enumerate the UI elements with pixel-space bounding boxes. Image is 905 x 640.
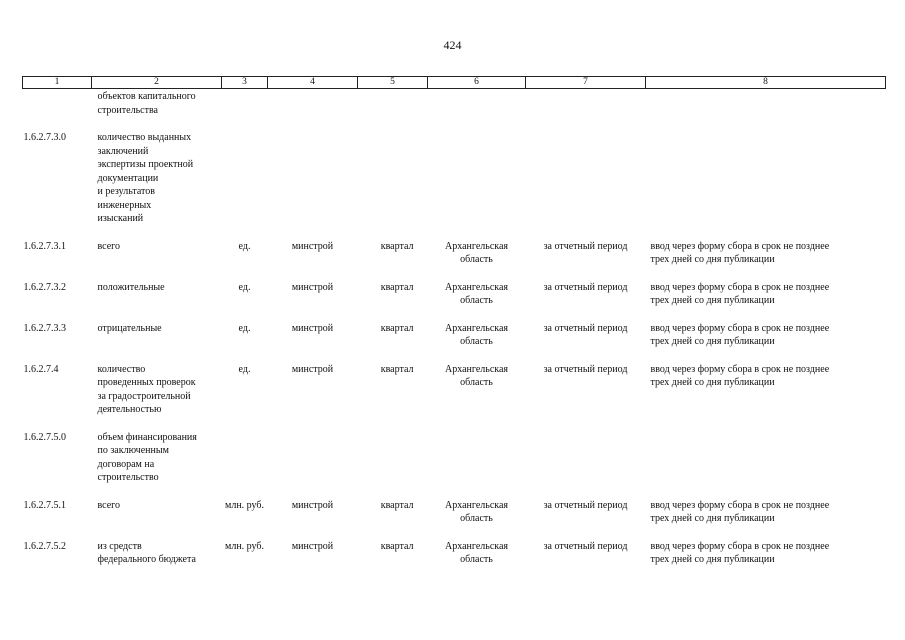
- unit-cell: ед.: [238, 322, 251, 334]
- indicator-code: 1.6.2.7.5.2: [23, 540, 66, 552]
- unit-cell: млн. руб.: [225, 499, 264, 511]
- period-cell: за отчетный период: [543, 322, 628, 334]
- method-cell: [646, 431, 886, 499]
- periodicity-cell: [358, 89, 428, 132]
- territory-cell: Архангельская область: [444, 240, 509, 265]
- source-cell: минстрой: [291, 540, 334, 552]
- column-number-7: 7: [526, 77, 646, 89]
- indicator-code: 1.6.2.7.3.0: [23, 132, 66, 143]
- territory-cell: Архангельская область: [444, 499, 509, 524]
- periodicity-cell: [358, 131, 428, 240]
- source-cell: минстрой: [291, 281, 334, 293]
- indicator-code: 1.6.2.7.3.2: [23, 281, 66, 293]
- territory-cell: Архангельская область: [444, 281, 509, 306]
- method-cell: ввод через форму сбора в срок не позднее трех дней со дня публикации: [650, 322, 830, 347]
- unit-cell: [222, 431, 268, 499]
- table-row: [23, 499, 886, 540]
- periodicity-cell: квартал: [380, 540, 414, 552]
- indicator-name: объем финансирования по заключенным договорам на строительство: [97, 431, 197, 483]
- method-cell: ввод через форму сбора в срок не позднее трех дней со дня публикации: [650, 240, 830, 265]
- periodicity-cell: квартал: [380, 363, 414, 375]
- source-cell: минстрой: [291, 363, 334, 375]
- method-cell: [646, 89, 886, 132]
- unit-cell: [222, 131, 268, 240]
- table-body: [23, 89, 886, 581]
- territory-cell: [428, 89, 526, 132]
- period-cell: за отчетный период: [543, 363, 628, 375]
- indicator-code: 1.6.2.7.5.0: [23, 431, 66, 443]
- unit-cell: ед.: [238, 281, 251, 293]
- column-number-1: 1: [23, 77, 92, 89]
- indicator-code: 1.6.2.7.4: [23, 363, 59, 375]
- table-row: [23, 281, 886, 322]
- column-number-3: 3: [222, 77, 268, 89]
- periodicity-cell: [358, 431, 428, 499]
- method-cell: ввод через форму сбора в срок не позднее трех дней со дня публикации: [650, 540, 830, 565]
- table-row: [23, 431, 886, 499]
- indicator-table: [22, 76, 886, 581]
- source-cell: минстрой: [291, 499, 334, 511]
- indicator-code: 1.6.2.7.3.1: [23, 240, 66, 252]
- indicator-name: количество выданных заключений экспертизы проектной документации и результатов инженерных изысканий: [97, 132, 194, 224]
- unit-cell: ед.: [238, 240, 251, 252]
- table-row: [23, 540, 886, 581]
- column-number-8: 8: [646, 77, 886, 89]
- indicator-name: отрицательные: [97, 322, 162, 334]
- source-cell: [268, 131, 358, 240]
- indicator-name: положительные: [97, 281, 165, 293]
- method-cell: ввод через форму сбора в срок не позднее трех дней со дня публикации: [650, 281, 830, 306]
- unit-cell: млн. руб.: [225, 540, 264, 552]
- periodicity-cell: квартал: [380, 499, 414, 511]
- table-row: [23, 363, 886, 431]
- table-row: [23, 240, 886, 281]
- indicator-code: [23, 89, 92, 132]
- column-number-5: 5: [358, 77, 428, 89]
- table-row: [23, 322, 886, 363]
- column-number-6: 6: [428, 77, 526, 89]
- method-cell: [646, 131, 886, 240]
- indicator-name: всего: [97, 499, 121, 511]
- table-row: [23, 89, 886, 132]
- indicator-code: 1.6.2.7.3.3: [23, 322, 66, 334]
- indicator-name: из средств федерального бюджета: [97, 540, 196, 565]
- column-number-row: [23, 77, 886, 89]
- territory-cell: Архангельская область: [444, 322, 509, 347]
- period-cell: [526, 431, 646, 499]
- periodicity-cell: квартал: [380, 281, 414, 293]
- method-cell: ввод через форму сбора в срок не позднее трех дней со дня публикации: [650, 499, 830, 524]
- page-number: 424: [443, 38, 462, 52]
- indicator-name: объектов капитального строительства: [97, 91, 196, 116]
- source-cell: минстрой: [291, 240, 334, 252]
- period-cell: [526, 89, 646, 132]
- column-number-2: 2: [92, 77, 222, 89]
- period-cell: за отчетный период: [543, 499, 628, 511]
- unit-cell: ед.: [238, 363, 251, 375]
- indicator-name: всего: [97, 240, 121, 252]
- period-cell: за отчетный период: [543, 240, 628, 252]
- period-cell: за отчетный период: [543, 281, 628, 293]
- period-cell: за отчетный период: [543, 540, 628, 552]
- indicator-name: количество проведенных проверок за градостроительной деятельностью: [97, 363, 196, 415]
- territory-cell: [428, 131, 526, 240]
- territory-cell: [428, 431, 526, 499]
- indicator-code: 1.6.2.7.5.1: [23, 499, 66, 511]
- source-cell: [268, 431, 358, 499]
- periodicity-cell: квартал: [380, 240, 414, 252]
- method-cell: ввод через форму сбора в срок не позднее трех дней со дня публикации: [650, 363, 830, 388]
- period-cell: [526, 131, 646, 240]
- territory-cell: Архангельская область: [444, 363, 509, 388]
- unit-cell: [222, 89, 268, 132]
- table-row: [23, 131, 886, 240]
- source-cell: [268, 89, 358, 132]
- column-number-4: 4: [268, 77, 358, 89]
- periodicity-cell: квартал: [380, 322, 414, 334]
- source-cell: минстрой: [291, 322, 334, 334]
- territory-cell: Архангельская область: [444, 540, 509, 565]
